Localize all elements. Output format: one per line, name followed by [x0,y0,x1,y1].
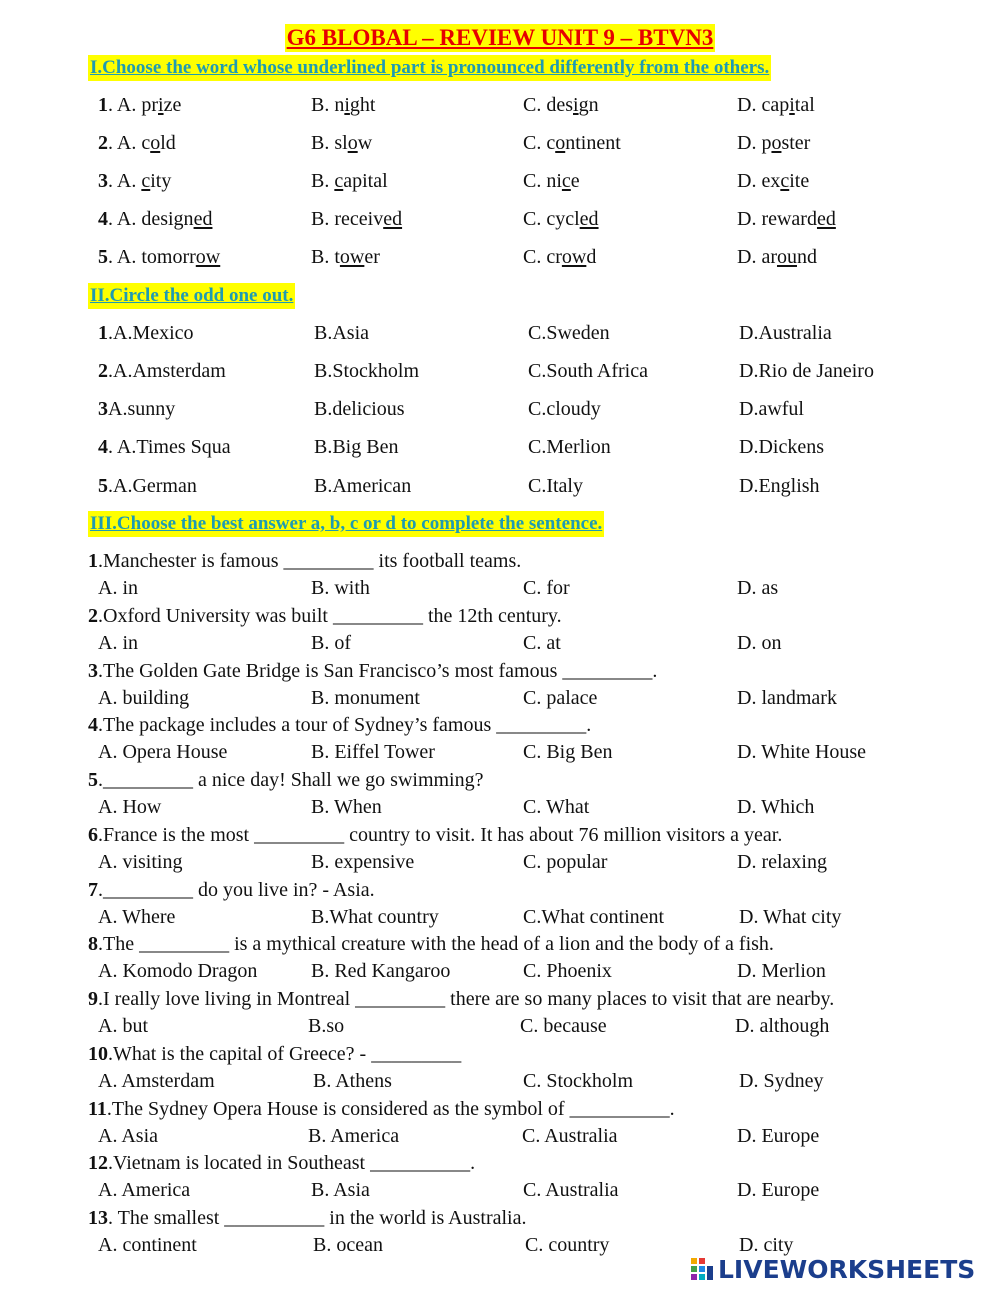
s3-option[interactable]: A. in [98,632,138,654]
s2-option[interactable] [98,319,194,347]
option-text-after: ster [781,132,811,154]
option-underlined-part: o [555,132,566,154]
s1-option[interactable] [98,205,212,233]
option-underlined-part: i [344,94,350,116]
question-sentence: .I really love living in Montreal _________ there are so many places to visit that are nearby. [98,988,835,1010]
s3-question-text [88,1205,526,1231]
question-number: 3 [98,170,108,192]
s3-option[interactable]: D. city [739,1234,794,1256]
option-text: B.American [314,475,412,497]
option-text: C.South Africa [528,360,648,382]
option-text-before: . A. pr [108,94,158,116]
s3-option[interactable]: D. Europe [737,1125,820,1147]
option-underlined-part: c [141,170,151,192]
question-number: 12 [88,1152,108,1174]
s2-option[interactable] [739,472,820,500]
option-text-after: e [570,170,580,192]
question-sentence: .France is the most _________ country to visit. It has about 76 million visitors a year. [98,824,783,846]
s3-question-text [88,1096,675,1122]
s2-option[interactable] [98,472,197,500]
s3-option[interactable]: D. Which [737,796,815,818]
s1-option[interactable] [523,167,580,195]
s3-option[interactable]: B. of [311,632,351,654]
s2-option[interactable] [528,395,601,423]
s1-option[interactable] [98,91,181,119]
s3-question-text [88,931,774,957]
s3-option[interactable]: D. Sydney [739,1070,824,1092]
question-sentence: .The package includes a tour of Sydney’s famous _________. [98,714,592,736]
s2-option[interactable] [739,433,824,461]
s3-option[interactable]: D. relaxing [737,851,827,873]
s3-option[interactable]: B. Athens [313,1070,392,1092]
s3-option[interactable]: D. although [735,1015,830,1037]
option-text-before: . A. [108,170,142,192]
s2-option[interactable] [739,395,804,423]
option-text: B.Big Ben [314,436,399,458]
s3-option[interactable]: D. landmark [737,687,837,709]
option-text-before: D. reward [737,208,817,230]
option-underlined-part: ow [561,246,587,268]
s3-question-text [88,877,375,903]
question-number: 4 [88,714,98,736]
question-sentence: .Vietnam is located in Southeast __________. [108,1152,476,1174]
s1-option[interactable] [737,167,809,195]
question-number: 3 [98,398,108,420]
s3-option[interactable]: B. monument [311,687,420,709]
question-number: 10 [88,1043,108,1065]
option-text: B.Stockholm [314,360,420,382]
worksheet-title: G6 BLOBAL – REVIEW UNIT 9 – BTVN3 [286,25,714,50]
option-text-before: B. sl [311,132,348,154]
s3-option[interactable]: C. Phoenix [523,960,612,982]
option-text-after: ntinent [565,132,621,154]
s3-option[interactable]: A. Asia [98,1125,158,1147]
s2-option[interactable] [98,433,231,461]
s3-option[interactable]: C. at [523,632,561,654]
s2-option[interactable] [739,357,874,385]
option-underlined-part: c [561,170,571,192]
s3-option[interactable]: A. How [98,796,162,818]
s1-option[interactable] [311,205,402,233]
liveworksheets-logo [690,1254,975,1284]
question-sentence: .The Sydney Opera House is considered as the symbol of __________. [106,1098,675,1120]
option-text-after: tal [794,94,815,116]
s3-option[interactable]: D. White House [737,741,867,763]
option-underlined-part: ed [579,208,599,230]
s3-question-text [88,548,521,574]
question-sentence: .Manchester is famous _________ its football teams. [98,550,522,572]
section-3-heading: III.Choose the best answer a, b, c or d to complete the sentence. [88,511,604,537]
question-number: 2 [98,360,108,382]
option-text-after: w [357,132,373,154]
option-text: . A.Times Squa [108,436,231,458]
s3-option[interactable]: C. because [520,1015,607,1037]
s3-option[interactable]: C. What [523,796,590,818]
s3-option[interactable]: B.so [308,1015,345,1037]
s3-question-text [88,822,782,848]
question-number: 13 [88,1207,108,1229]
s2-option[interactable] [528,433,611,461]
s1-option[interactable] [98,167,171,195]
question-number: 2 [88,605,98,627]
s2-option[interactable] [528,472,583,500]
s1-option[interactable] [311,91,375,119]
option-text-after: nd [796,246,817,268]
s2-option[interactable] [314,319,369,347]
s3-option[interactable]: C. Australia [522,1125,618,1147]
s3-question-text [88,658,657,684]
s1-option[interactable] [523,205,599,233]
question-number: 8 [88,933,98,955]
question-number: 1 [98,322,108,344]
question-number: 7 [88,879,98,901]
option-text: D.Dickens [739,436,824,458]
option-text-after: ze [163,94,182,116]
option-text: A.sunny [108,398,176,420]
option-text-after: ite [789,170,810,192]
option-text: C.Italy [528,475,583,497]
option-text-before: B. t [311,246,340,268]
option-text-before: C. des [523,94,573,116]
option-text-before: B. receiv [311,208,384,230]
s2-option[interactable] [98,395,175,423]
option-text-before: C. c [523,132,556,154]
s1-option[interactable] [98,129,176,157]
question-sentence: .The _________ is a mythical creature with the head of a lion and the body of a fish. [98,933,774,955]
option-text-before: C. cr [523,246,562,268]
s3-option[interactable]: B. Red Kangaroo [311,960,451,982]
s3-option[interactable]: B. ocean [313,1234,383,1256]
question-number: 1 [98,94,108,116]
s2-option[interactable] [739,319,832,347]
s3-option[interactable]: A. Opera House [98,741,228,763]
question-number: 3 [88,660,98,682]
s3-question-text [88,767,484,793]
section-1-heading: I.Choose the word whose underlined part is pronounced differently from the others. [88,55,771,81]
option-text: C.Sweden [528,322,610,344]
option-underlined-part: ow [339,246,365,268]
s3-question-text [88,1041,461,1067]
option-underlined-part: ed [383,208,403,230]
question-sentence: .The Golden Gate Bridge is San Francisco’s most famous _________. [98,660,658,682]
question-sentence: .What is the capital of Greece? - _________ [108,1043,462,1065]
option-text: C.Merlion [528,436,611,458]
s3-option[interactable]: B. Eiffel Tower [311,741,435,763]
question-sentence: . The smallest __________ in the world is Australia. [108,1207,527,1229]
option-text-before: C. cycl [523,208,580,230]
s1-option[interactable] [311,129,372,157]
option-text-after: ght [349,94,376,116]
question-sentence: ._________ do you live in? - Asia. [98,879,375,901]
s3-question-text [88,603,562,629]
option-text-before: B. [311,170,335,192]
s3-question-text [88,712,591,738]
question-sentence: ._________ a nice day! Shall we go swimming? [98,769,484,791]
option-underlined-part: ow [195,246,221,268]
s1-option[interactable] [523,129,621,157]
s3-question-text [88,986,834,1012]
s3-option[interactable]: A. Amsterdam [98,1070,215,1092]
question-sentence: .Oxford University was built _________ the 12th century. [98,605,562,627]
s3-option[interactable]: A. Komodo Dragon [98,960,258,982]
s3-option[interactable]: C.What continent [523,906,665,928]
option-text-before: . A. c [108,132,151,154]
s3-option[interactable]: C. palace [523,687,598,709]
s3-option[interactable]: D. on [737,632,782,654]
s3-option[interactable]: A. continent [98,1234,197,1256]
option-text: D.awful [739,398,804,420]
question-number: 5 [98,246,108,268]
s2-option[interactable] [98,357,226,385]
s2-option[interactable] [314,357,419,385]
option-underlined-part: i [573,94,579,116]
liveworksheets-logo-icon [690,1257,714,1281]
s2-option[interactable] [528,357,648,385]
option-text-after: ld [160,132,176,154]
s3-option[interactable]: B. Asia [311,1179,370,1201]
s3-option[interactable]: C. for [523,577,570,599]
option-text-after: er [364,246,380,268]
option-text-after: gn [578,94,599,116]
question-number: 5 [98,475,108,497]
question-number: 2 [98,132,108,154]
s3-option[interactable]: B. When [311,796,382,818]
option-text: D.English [739,475,820,497]
logo-text: LIVEWORKSHEETS [718,1254,976,1284]
option-text-after: d [586,246,597,268]
option-underlined-part: o [347,132,358,154]
s3-option[interactable]: C. Australia [523,1179,619,1201]
s3-option[interactable]: D. Merlion [737,960,826,982]
option-text: C.cloudy [528,398,601,420]
question-number: 4 [98,436,108,458]
s3-question-text [88,1150,475,1176]
s1-option[interactable] [737,205,836,233]
option-underlined-part: o [771,132,782,154]
s3-option[interactable]: A. but [98,1015,148,1037]
s3-option[interactable]: A. in [98,577,138,599]
s1-option[interactable] [523,91,599,119]
s3-option[interactable]: B. with [311,577,370,599]
option-text-before: C. ni [523,170,562,192]
option-text-after: ity [150,170,172,192]
s2-option[interactable] [528,319,610,347]
s2-option[interactable] [314,433,398,461]
option-text: B.Asia [314,322,369,344]
option-text-before: D. ar [737,246,777,268]
option-text-before: . A. tomorr [108,246,196,268]
option-text-before: B. n [311,94,345,116]
option-text: D.Rio de Janeiro [739,360,874,382]
question-number: 9 [88,988,98,1010]
s3-option[interactable]: C. popular [523,851,608,873]
option-text-before: . A. design [108,208,194,230]
option-text: B.delicious [314,398,405,420]
s3-option[interactable]: B. expensive [311,851,415,873]
s3-option[interactable]: C. Big Ben [523,741,613,763]
option-underlined-part: ou [776,246,797,268]
option-underlined-part: i [158,94,164,116]
option-text-before: D. ex [737,170,781,192]
s1-option[interactable] [311,167,388,195]
s3-option[interactable]: D. as [737,577,779,599]
question-number: 4 [98,208,108,230]
s3-option[interactable]: D. What city [739,906,842,928]
option-underlined-part: ed [193,208,213,230]
s3-option[interactable]: B. America [308,1125,400,1147]
option-underlined-part: o [150,132,161,154]
s1-option[interactable] [311,243,380,271]
section-2-heading: II.Circle the odd one out. [88,283,295,309]
s3-option[interactable]: C. Stockholm [523,1070,634,1092]
question-number: 5 [88,769,98,791]
s1-option[interactable] [737,91,815,119]
s3-option[interactable]: A. building [98,687,190,709]
option-text-after: apital [343,170,388,192]
option-underlined-part: i [789,94,795,116]
s3-option[interactable]: C. country [525,1234,610,1256]
option-text: D.Australia [739,322,832,344]
question-number: 11 [88,1098,107,1120]
s2-option[interactable] [314,472,411,500]
s3-option[interactable]: A. visiting [98,851,183,873]
question-number: 1 [88,550,98,572]
s3-option[interactable]: A. Where [98,906,176,928]
option-text-before: D. cap [737,94,790,116]
s1-option[interactable] [523,243,596,271]
s3-option[interactable]: A. America [98,1179,191,1201]
option-underlined-part: ed [816,208,836,230]
s1-option[interactable] [737,243,817,271]
option-underlined-part: c [780,170,790,192]
option-text: .A.Mexico [108,322,194,344]
s3-option[interactable]: B.What country [311,906,439,928]
question-number: 6 [88,824,98,846]
s2-option[interactable] [314,395,405,423]
option-text-before: D. p [737,132,772,154]
s1-option[interactable] [98,243,220,271]
s1-option[interactable] [737,129,810,157]
option-text: .A.German [108,475,197,497]
option-text: .A.Amsterdam [108,360,226,382]
s3-option[interactable]: D. Europe [737,1179,820,1201]
option-underlined-part: c [334,170,344,192]
